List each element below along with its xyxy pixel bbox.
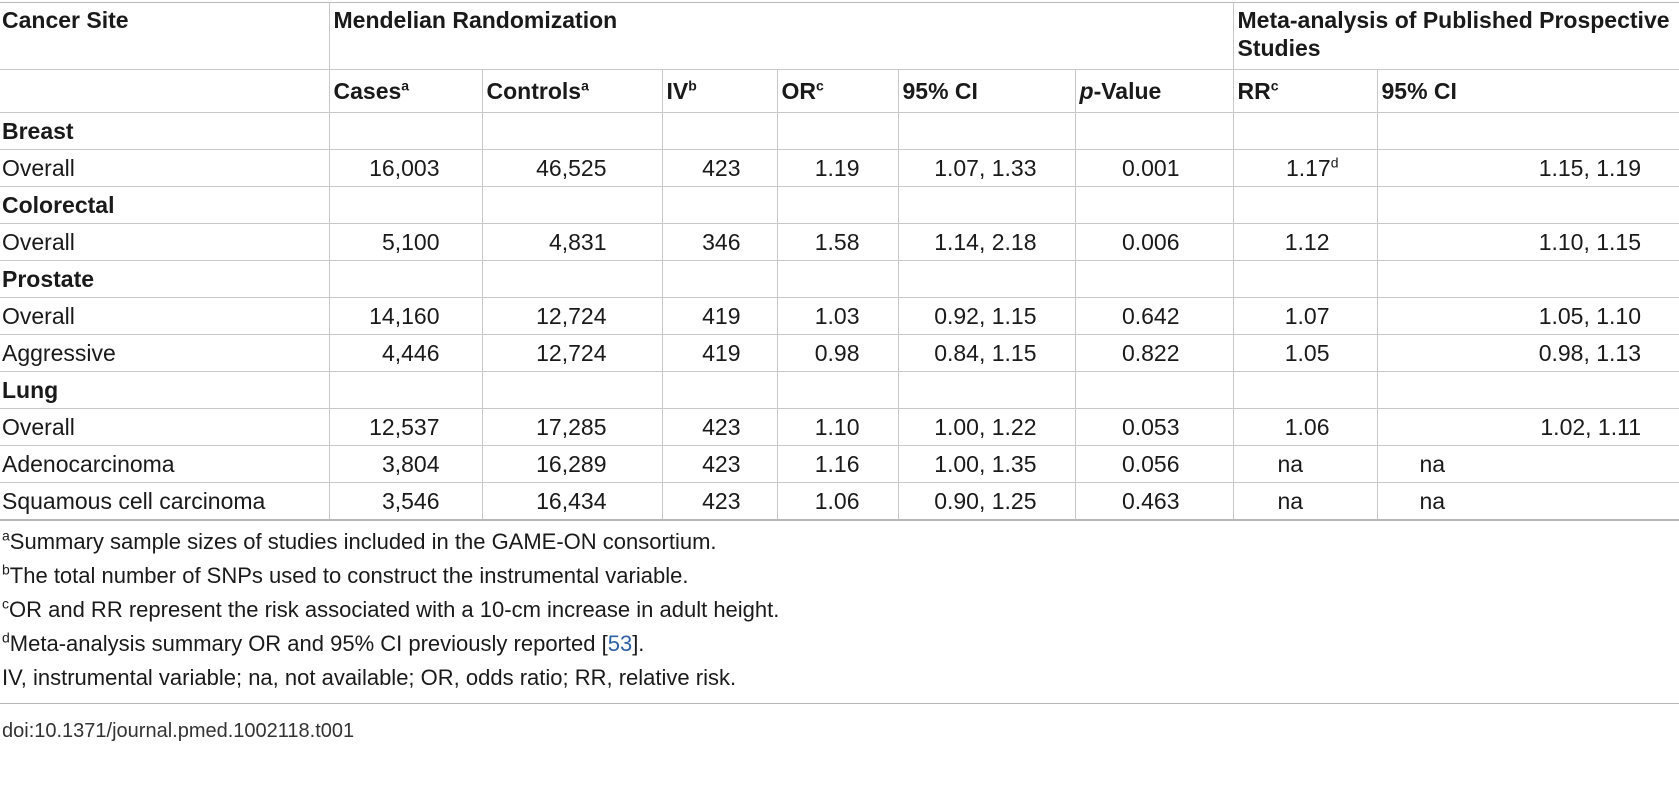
footnote-d: $^d$Meta-analysis summary OR and 95% CI previously reported [53].: [2, 629, 645, 656]
table-row: Aggressive 4,446 12,724 419 0.98 0.84, 1.15 0.822 1.05 0.98, 1.13: [0, 335, 1679, 372]
header-meta-ci: 95% CI: [1377, 70, 1679, 113]
divider: [0, 703, 1679, 704]
table-row: Overall 12,537 17,285 423 1.10 1.00, 1.22 0.053 1.06 1.02, 1.11: [0, 409, 1679, 446]
footnote-abbreviations: IV, instrumental variable; na, not available; OR, odds ratio; RR, relative risk.: [2, 665, 737, 690]
footnotes: [2, 525, 779, 695]
group-row-prostate: Prostate: [0, 261, 1679, 298]
header-cases: Cases$^a$: [329, 70, 482, 113]
header-controls: Controls$^a$: [482, 70, 662, 113]
header-blank: [0, 70, 329, 113]
reference-link[interactable]: 53: [607, 631, 633, 656]
table-row: Overall 5,100 4,831 346 1.58 1.14, 2.18 0.006 1.12 1.10, 1.15: [0, 224, 1679, 261]
results-table: [0, 2, 1679, 521]
header-cancer-site: Cancer Site: [0, 3, 329, 70]
header-mendelian-randomization: Mendelian Randomization: [329, 3, 1233, 70]
header-iv: $IV^b$: [662, 70, 777, 113]
header-ci: 95% CI: [898, 70, 1075, 113]
table-row: Adenocarcinoma 3,804 16,289 423 1.16 1.00, 1.35 0.056 na na: [0, 446, 1679, 483]
header-or: $OR^c$: [777, 70, 898, 113]
table-row: Overall 14,160 12,724 419 1.03 0.92, 1.15 0.642 1.07 1.05, 1.10: [0, 298, 1679, 335]
header-p-value: p-Value: [1075, 70, 1233, 113]
footnote-c: $^c$OR and RR represent the risk associated with a 10-cm increase in adult height.: [2, 595, 780, 622]
footnote-b: $^b$The total number of SNPs used to construct the instrumental variable.: [2, 561, 689, 588]
header-meta-analysis: Meta-analysis of Published Prospective Studies: [1233, 3, 1679, 70]
group-row-colorectal: Colorectal: [0, 187, 1679, 224]
footnote-a: $^a$Summary sample sizes of studies included in the GAME-ON consortium.: [2, 527, 717, 554]
doi-label: doi:10.1371/journal.pmed.1002118.t001: [2, 720, 355, 742]
table-row: Squamous cell carcinoma 3,546 16,434 423 1.06 0.90, 1.25 0.463 na na: [0, 483, 1679, 521]
group-row-lung: Lung: [0, 372, 1679, 409]
group-row-breast: Breast: [0, 113, 1679, 150]
table-row: Overall 16,003 46,525 423 1.19 1.07, 1.33 0.001 1.17$^d$ 1.15, 1.19: [0, 150, 1679, 187]
header-rr: $RR^c$: [1233, 70, 1377, 113]
